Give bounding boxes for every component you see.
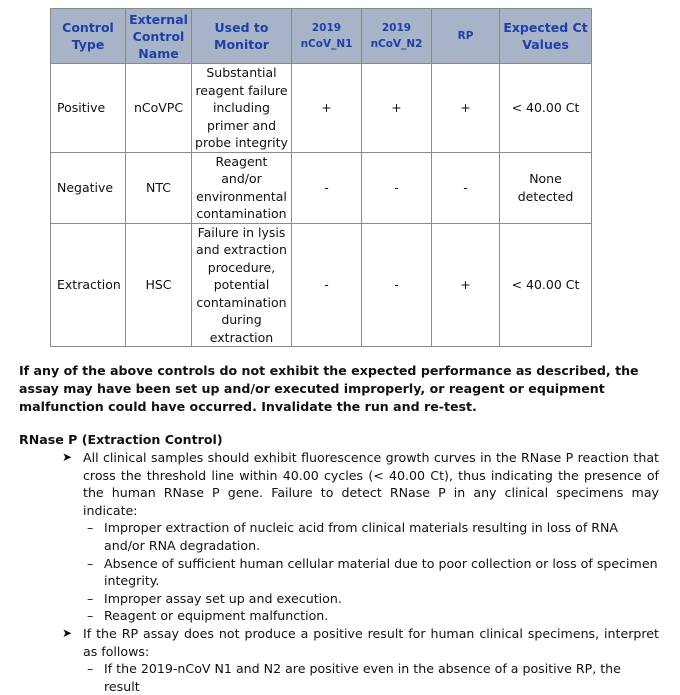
arrow-bullet-icon: ➤ (62, 625, 73, 640)
cell-n2: - (362, 223, 432, 347)
table-row (51, 64, 592, 153)
header-n2: 2019 nCoV_N2 (362, 9, 432, 64)
cell-n2: + (362, 64, 432, 153)
dash-bullet-icon: – (87, 555, 94, 571)
bullet-text: All clinical samples should exhibit fluorescence growth curves in the RNase P reaction that cross the threshold line within 40.00 cycles (< 40.00 Ct), thus indicating the presence of the human RNase P gene. Failure to detect RNase P in any clinical specimens may indicate: (83, 450, 659, 518)
cell-control-name: nCoVPC (126, 64, 192, 153)
sub-bullet-text: If the 2019-nCoV N1 and N2 are positive even in the absence of a positive RP, the result (104, 661, 621, 694)
cell-monitor: Failure in lysis and extraction procedure, potential contamination during extraction (192, 223, 292, 347)
header-external-control-name: External Control Name (126, 9, 192, 64)
sub-bullet-text: Absence of sufficient human cellular material due to poor collection or loss of specimen integrity. (104, 555, 658, 589)
list-item (19, 607, 659, 625)
sub-bullet-text: Improper assay set up and execution. (104, 590, 342, 606)
cell-n2: - (362, 152, 432, 223)
dash-bullet-icon: – (87, 590, 94, 606)
cell-monitor: Reagent and/or environmental contamination (192, 152, 292, 223)
sub-bullet-text: Improper extraction of nucleic acid from clinical materials resulting in loss of RNA and/or RNA degradation. (104, 520, 619, 553)
list-item (19, 449, 659, 519)
list-item (19, 555, 659, 590)
arrow-bullet-icon: ➤ (62, 450, 73, 464)
rnase-p-list (19, 449, 659, 695)
table-header-row (51, 9, 592, 64)
cell-expected-ct: < 40.00 Ct (500, 223, 592, 347)
header-used-to-monitor: Used to Monitor (192, 9, 292, 64)
cell-n1: - (292, 152, 362, 223)
sub-bullet-text: Reagent or equipment malfunction. (104, 608, 329, 624)
cell-control-name: NTC (126, 152, 192, 223)
invalidation-warning: If any of the above controls do not exhibit the expected performance as described, the assay may have been set up and/or executed improperly, or reagent or equipment malfunction could have occurred. Invalidate the run and re-test. (19, 363, 639, 415)
cell-rp: - (432, 152, 500, 223)
bullet-text: If the RP assay does not produce a positive result for human clinical specimens, interpret as follows: (83, 625, 659, 659)
list-item (19, 590, 659, 608)
header-rp: RP (432, 9, 500, 64)
cell-n1: - (292, 223, 362, 347)
table-row (51, 152, 592, 223)
dash-bullet-icon: – (87, 520, 94, 536)
table-row (51, 223, 592, 347)
cell-control-type: Extraction (51, 223, 126, 347)
list-item (19, 625, 659, 660)
section-heading: RNase P (Extraction Control) (19, 432, 223, 447)
cell-rp: + (432, 223, 500, 347)
dash-bullet-icon: – (87, 608, 94, 624)
cell-control-type: Positive (51, 64, 126, 153)
header-n1: 2019 nCoV_N1 (292, 9, 362, 64)
cell-n1: + (292, 64, 362, 153)
cell-expected-ct: < 40.00 Ct (500, 64, 592, 153)
controls-table (50, 8, 592, 347)
header-control-type: Control Type (51, 9, 126, 64)
cell-rp: + (432, 64, 500, 153)
cell-control-name: HSC (126, 223, 192, 347)
list-item (19, 660, 659, 695)
header-expected-ct: Expected Ct Values (500, 9, 592, 64)
dash-bullet-icon: – (87, 661, 94, 677)
cell-monitor: Substantial reagent failure including primer and probe integrity (192, 64, 292, 153)
list-item (19, 519, 659, 554)
cell-expected-ct: None detected (500, 152, 592, 223)
cell-control-type: Negative (51, 152, 126, 223)
